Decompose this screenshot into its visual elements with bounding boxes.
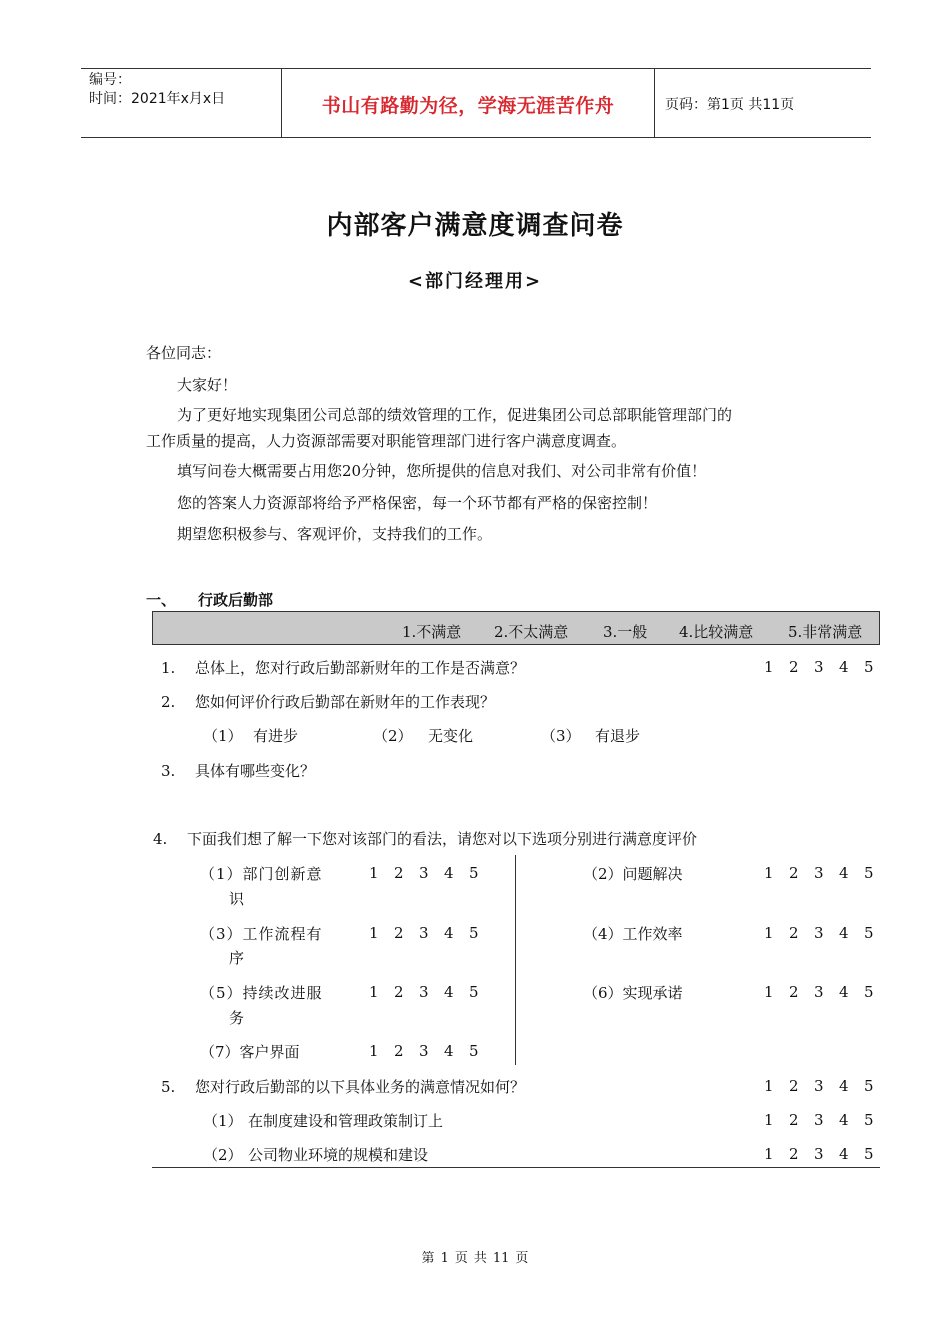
header-meta: [89, 71, 225, 109]
rating-option[interactable]: 3: [814, 658, 824, 676]
scale-label: 1.不满意: [402, 623, 462, 641]
intro-paragraph: 填写问卷大概需要占用您20分钟，您所提供的信息对我们、对公司非常有价值！: [177, 462, 707, 480]
rating-options: [764, 1145, 889, 1163]
rating-options: [764, 924, 889, 942]
footer-text: 共: [473, 1251, 487, 1266]
intro-paragraph: 期望您积极参与、客观评价，支持我们的工作。: [177, 525, 493, 543]
page-header: [81, 68, 871, 138]
header-motto: 书山有路勤为径，学海无涯苦作舟: [321, 95, 615, 117]
rating-option[interactable]: 2: [394, 1042, 404, 1060]
evaluation-item: （4）工作效率: [583, 925, 683, 943]
rating-options: [764, 864, 889, 882]
rating-option[interactable]: 1: [764, 924, 774, 942]
rating-option[interactable]: 4: [839, 1077, 849, 1095]
question-number: 5.: [161, 1078, 176, 1096]
rating-option[interactable]: 1: [764, 1145, 774, 1163]
section-heading: [146, 589, 273, 610]
intro-paragraph: 您的答案人力资源部将给予严格保密，每一个环节都有严格的保密控制！: [177, 494, 658, 512]
footer-total-pages: 11: [492, 1251, 510, 1266]
rating-option[interactable]: 4: [839, 1111, 849, 1129]
column-divider: [515, 855, 516, 1065]
page-footer: [0, 1247, 950, 1266]
rating-option[interactable]: 3: [419, 864, 429, 882]
rating-options: [369, 864, 494, 882]
rating-option[interactable]: 1: [764, 658, 774, 676]
intro-paragraph-line: 工作质量的提高，人力资源部需要对职能管理部门进行客户满意度调查。: [146, 432, 627, 450]
rating-option[interactable]: 1: [369, 1042, 379, 1060]
rating-option[interactable]: 1: [764, 983, 774, 1001]
rating-option[interactable]: 5: [864, 864, 874, 882]
footer-page-number: 1: [440, 1251, 449, 1266]
rating-option[interactable]: 3: [419, 1042, 429, 1060]
rating-option[interactable]: 5: [864, 1111, 874, 1129]
rating-options: [369, 924, 494, 942]
rating-option[interactable]: 3: [814, 983, 824, 1001]
rating-option[interactable]: 1: [764, 1077, 774, 1095]
rating-option[interactable]: 3: [814, 1145, 824, 1163]
rating-option[interactable]: 1: [764, 1111, 774, 1129]
choice-text[interactable]: 有退步: [595, 727, 641, 745]
question-text: 您对行政后勤部的以下具体业务的满意情况如何？: [195, 1078, 526, 1096]
sub-item-text: 公司物业环境的规模和建设: [248, 1146, 429, 1164]
question-number: 2.: [161, 693, 176, 711]
rating-option[interactable]: 1: [369, 983, 379, 1001]
rating-option[interactable]: 1: [369, 864, 379, 882]
rating-options: [764, 1111, 889, 1129]
question-number: 4.: [153, 830, 168, 848]
rating-option[interactable]: 4: [839, 864, 849, 882]
rating-option[interactable]: 5: [469, 983, 479, 1001]
rating-option[interactable]: 2: [789, 1111, 799, 1129]
rating-scale-header: [152, 611, 880, 645]
rating-option[interactable]: 2: [789, 1077, 799, 1095]
rating-option[interactable]: 4: [444, 1042, 454, 1060]
rating-options: [764, 658, 889, 676]
evaluation-item: （2）问题解决: [583, 865, 683, 883]
rating-option[interactable]: 3: [814, 924, 824, 942]
footer-text: 页: [515, 1251, 529, 1266]
choice-number: （1）: [203, 727, 243, 745]
rating-option[interactable]: 4: [444, 864, 454, 882]
rating-option[interactable]: 5: [864, 983, 874, 1001]
hello-line: 大家好！: [177, 376, 238, 394]
question-text: 下面我们想了解一下您对该部门的看法，请您对以下选项分别进行满意度评价: [187, 830, 698, 848]
rating-option[interactable]: 3: [814, 864, 824, 882]
choice-text[interactable]: 无变化: [428, 727, 474, 745]
evaluation-item: （1）部门创新意: [200, 865, 323, 883]
rating-options: [764, 1077, 889, 1095]
rating-option[interactable]: 4: [839, 924, 849, 942]
choice-text[interactable]: 有进步: [253, 727, 299, 745]
rating-option[interactable]: 5: [469, 864, 479, 882]
rating-option[interactable]: 4: [839, 658, 849, 676]
section-name: 行政后勤部: [198, 591, 274, 609]
greeting: 各位同志：: [146, 344, 222, 362]
sub-item-number: （2）: [203, 1146, 243, 1164]
rating-option[interactable]: 3: [419, 924, 429, 942]
footer-text: 页: [454, 1251, 468, 1266]
rating-option[interactable]: 2: [789, 924, 799, 942]
question-text: 总体上，您对行政后勤部新财年的工作是否满意？: [195, 659, 526, 677]
scale-label: 5.非常满意: [788, 623, 863, 641]
evaluation-item: （7）客户界面: [200, 1043, 300, 1061]
sub-item-number: （1）: [203, 1112, 243, 1130]
rating-option[interactable]: 5: [864, 1145, 874, 1163]
section-number: 一、: [146, 591, 177, 609]
rating-option[interactable]: 4: [444, 924, 454, 942]
rating-options: [369, 983, 494, 1001]
evaluation-item: （3）工作流程有: [200, 925, 323, 943]
footer-text: 第: [421, 1251, 435, 1266]
rating-option[interactable]: 3: [814, 1111, 824, 1129]
rating-options: [369, 1042, 494, 1060]
rating-option[interactable]: 5: [469, 924, 479, 942]
choice-number: （2）: [373, 727, 413, 745]
rating-option[interactable]: 1: [369, 924, 379, 942]
page-subtitle: <部门经理用>: [407, 271, 543, 292]
rating-option[interactable]: 2: [394, 983, 404, 1001]
evaluation-item-cont: 务: [229, 1009, 245, 1027]
rating-option[interactable]: 2: [789, 864, 799, 882]
table-bottom-rule: [152, 1167, 880, 1168]
rating-option[interactable]: 4: [839, 983, 849, 1001]
rating-option[interactable]: 2: [789, 1145, 799, 1163]
scale-label: 3.一般: [603, 623, 648, 641]
rating-option[interactable]: 3: [814, 1077, 824, 1095]
question-number: 1.: [161, 659, 176, 677]
question-number: 3.: [161, 762, 176, 780]
intro-paragraph-line: 为了更好地实现集团公司总部的绩效管理的工作，促进集团公司总部职能管理部门的: [177, 406, 733, 424]
choice-number: （3）: [541, 727, 581, 745]
page-title: 内部客户满意度调查问卷: [326, 211, 624, 241]
evaluation-item-cont: 识: [229, 890, 245, 908]
sub-item-text: 在制度建设和管理政策制订上: [248, 1112, 444, 1130]
rating-option[interactable]: 2: [789, 658, 799, 676]
doc-time-label: 时间：2021年x月x日: [89, 91, 226, 107]
rating-option[interactable]: 4: [839, 1145, 849, 1163]
evaluation-item: （6）实现承诺: [583, 984, 683, 1002]
doc-number-label: 编号：: [89, 72, 131, 88]
header-divider: [654, 69, 655, 137]
question-text: 具体有哪些变化？: [195, 762, 316, 780]
rating-options: [764, 983, 889, 1001]
rating-option[interactable]: 5: [864, 1077, 874, 1095]
rating-option[interactable]: 2: [394, 864, 404, 882]
question-text: 您如何评价行政后勤部在新财年的工作表现？: [195, 693, 496, 711]
rating-option[interactable]: 5: [864, 924, 874, 942]
scale-label: 2.不太满意: [494, 623, 569, 641]
scale-label: 4.比较满意: [679, 623, 754, 641]
rating-option[interactable]: 3: [419, 983, 429, 1001]
rating-option[interactable]: 1: [764, 864, 774, 882]
rating-option[interactable]: 5: [469, 1042, 479, 1060]
evaluation-item-cont: 序: [229, 949, 245, 967]
rating-option[interactable]: 2: [789, 983, 799, 1001]
evaluation-item: （5）持续改进服: [200, 984, 323, 1002]
rating-option[interactable]: 4: [444, 983, 454, 1001]
rating-option[interactable]: 2: [394, 924, 404, 942]
rating-option[interactable]: 5: [864, 658, 874, 676]
header-page-info: 页码：第1页 共11页: [665, 97, 795, 113]
